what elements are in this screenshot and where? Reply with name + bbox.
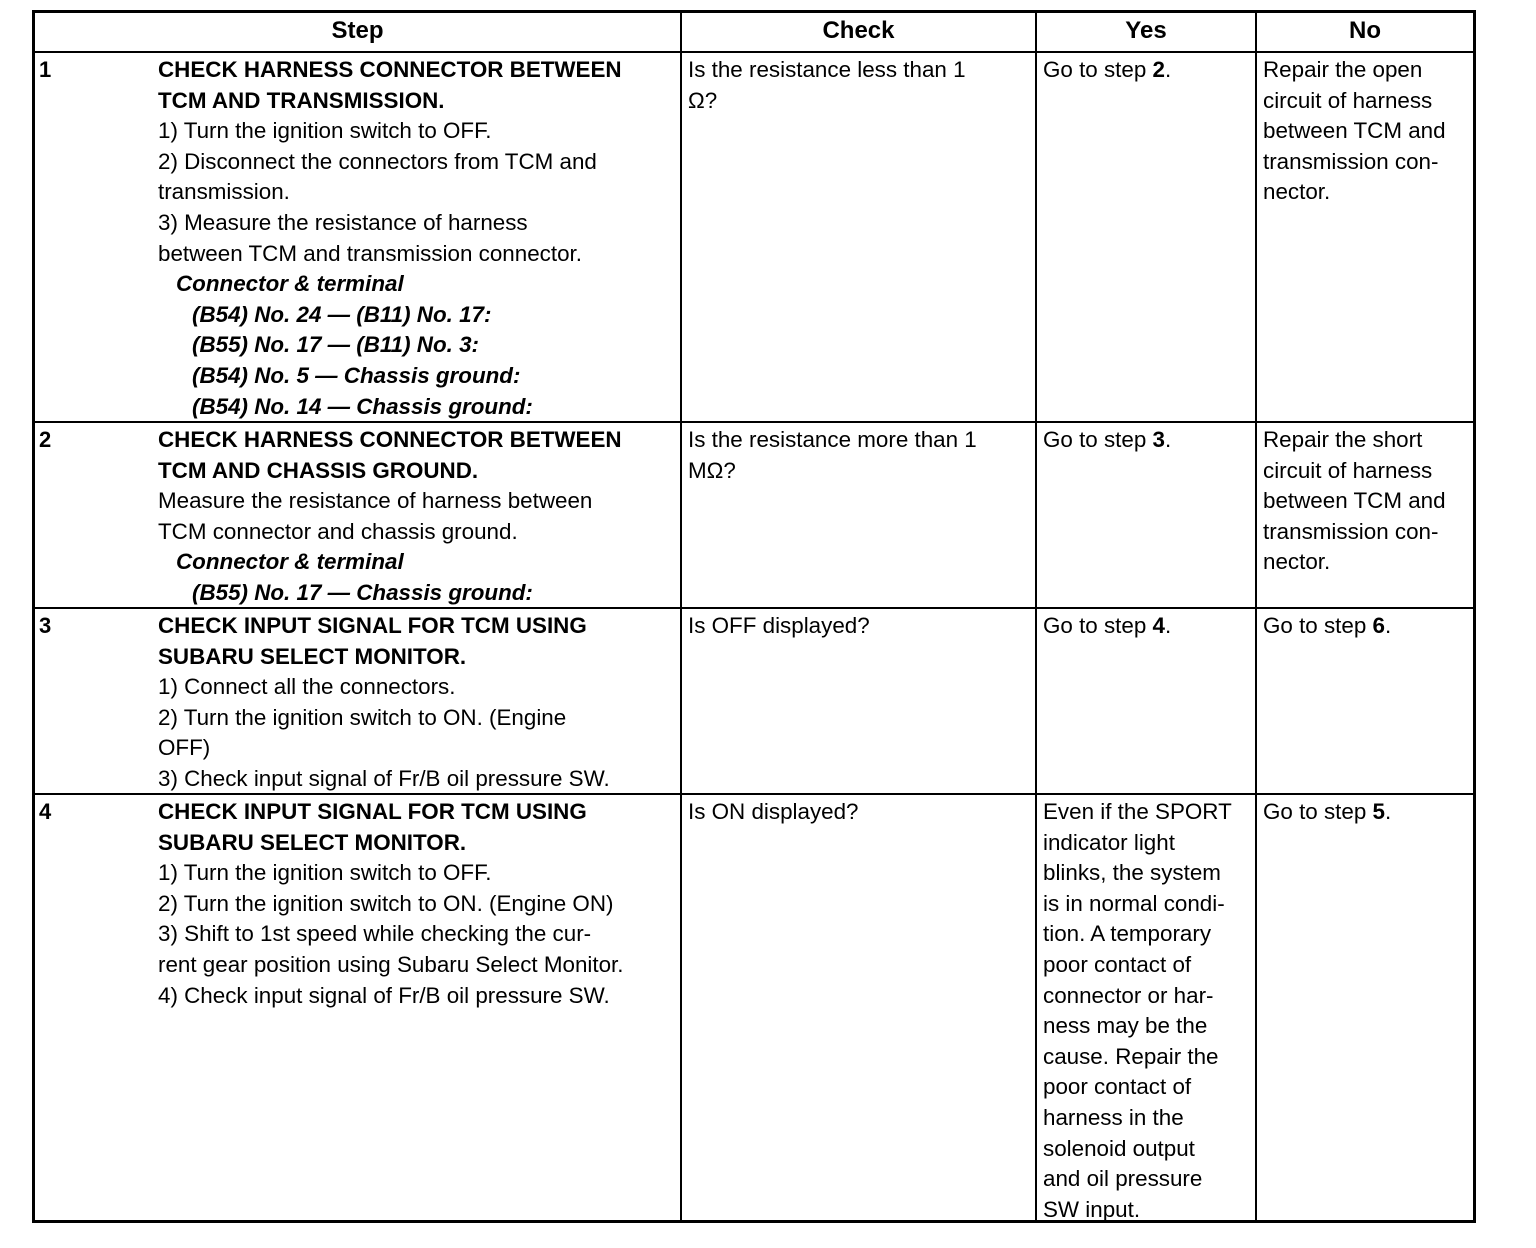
table-header-row <box>35 13 1473 53</box>
step-cell <box>35 609 680 793</box>
no-line: between TCM and <box>1263 118 1446 144</box>
step-content <box>158 55 678 422</box>
yes-line: and oil pressure <box>1043 1166 1203 1192</box>
step-title-line: CHECK INPUT SIGNAL FOR TCM USING <box>158 613 587 638</box>
yes-cell <box>1035 609 1255 793</box>
check-line: MΩ? <box>688 457 736 483</box>
no-line: between TCM and <box>1263 488 1446 514</box>
instruction-line: 1) Turn the ignition switch to OFF. <box>158 118 492 144</box>
instruction-line: 3) Measure the resistance of harness <box>158 209 528 235</box>
no-line: transmission con- <box>1263 148 1439 174</box>
connector-terminal-label: Connector & terminal <box>176 271 404 297</box>
instruction-line: 2) Turn the ignition switch to ON. (Engine <box>158 704 567 730</box>
step-number: 2 <box>39 427 52 452</box>
step-cell <box>35 53 680 421</box>
yes-line: ness may be the <box>1043 1013 1208 1039</box>
step-title-line: CHECK INPUT SIGNAL FOR TCM USING <box>158 799 587 824</box>
table-row <box>35 423 1473 609</box>
instruction-line: 2) Turn the ignition switch to ON. (Engine ON) <box>158 890 614 916</box>
instruction-line: TCM connector and chassis ground. <box>158 518 518 544</box>
yes-line: poor contact of <box>1043 951 1192 977</box>
step-number: 4 <box>39 799 52 824</box>
instruction-line: Measure the resistance of harness between <box>158 488 593 514</box>
yes-line: SW input. <box>1043 1196 1141 1222</box>
instruction-line: 3) Check input signal of Fr/B oil pressure SW. <box>158 765 610 791</box>
no-line: Repair the short <box>1263 427 1423 452</box>
instruction-line: transmission. <box>158 179 290 205</box>
check-cell <box>680 423 1035 607</box>
connector-terminal-label: Connector & terminal <box>176 549 404 575</box>
header-check: Check <box>680 13 1035 51</box>
no-step-ref: 6 <box>1372 613 1385 638</box>
no-line: nector. <box>1263 179 1331 205</box>
no-line: Repair the open <box>1263 57 1423 82</box>
header-yes: Yes <box>1035 13 1255 51</box>
instruction-line: between TCM and transmission connector. <box>158 240 582 266</box>
no-cell <box>1255 53 1473 421</box>
instruction-line: 3) Shift to 1st speed while checking the cur- <box>158 921 592 947</box>
check-line: Is the resistance less than 1 <box>688 57 966 82</box>
yes-line: solenoid output <box>1043 1135 1195 1161</box>
step-number: 3 <box>39 613 52 638</box>
check-line: Is ON displayed? <box>688 799 859 824</box>
yes-cell <box>1035 423 1255 607</box>
step-title-line: SUBARU SELECT MONITOR. <box>158 829 467 855</box>
yes-cell <box>1035 795 1255 1220</box>
instruction-line: 1) Connect all the connectors. <box>158 674 456 700</box>
yes-line: Even if the SPORT <box>1043 799 1232 824</box>
header-no: No <box>1255 13 1473 51</box>
terminal-spec: (B54) No. 24 — (B11) No. 17: <box>192 301 492 327</box>
no-step-ref: 5 <box>1372 799 1385 824</box>
yes-text: Go to step 4. <box>1043 613 1172 638</box>
yes-line: blinks, the system <box>1043 860 1221 886</box>
table-row <box>35 609 1473 795</box>
no-text: Go to step 6. <box>1263 613 1392 638</box>
no-cell <box>1255 795 1473 1220</box>
yes-line: cause. Repair the <box>1043 1043 1219 1069</box>
no-line: transmission con- <box>1263 518 1439 544</box>
yes-text: Go to step 3. <box>1043 427 1172 452</box>
table-row <box>35 53 1473 423</box>
header-step: Step <box>331 17 384 44</box>
yes-step-ref: 3 <box>1152 427 1165 452</box>
instruction-line: OFF) <box>158 735 211 761</box>
no-line: circuit of harness <box>1263 457 1433 483</box>
no-line: nector. <box>1263 549 1331 575</box>
yes-step-ref: 4 <box>1152 613 1165 638</box>
no-cell <box>1255 423 1473 607</box>
check-cell <box>680 53 1035 421</box>
terminal-spec: (B54) No. 14 — Chassis ground: <box>192 393 533 419</box>
terminal-spec: (B54) No. 5 — Chassis ground: <box>192 362 521 388</box>
instruction-line: 4) Check input signal of Fr/B oil pressure SW. <box>158 982 610 1008</box>
step-content <box>158 797 678 1011</box>
check-cell <box>680 609 1035 793</box>
yes-line: harness in the <box>1043 1104 1184 1130</box>
instruction-line: 1) Turn the ignition switch to OFF. <box>158 860 492 886</box>
step-cell <box>35 423 680 607</box>
step-title-line: SUBARU SELECT MONITOR. <box>158 643 467 669</box>
terminal-spec: (B55) No. 17 — (B11) No. 3: <box>192 332 479 358</box>
yes-line: connector or har- <box>1043 982 1214 1008</box>
yes-line: indicator light <box>1043 829 1175 855</box>
yes-line: poor contact of <box>1043 1074 1192 1100</box>
step-number: 1 <box>39 57 52 82</box>
yes-line: is in normal condi- <box>1043 890 1225 916</box>
check-line: Is OFF displayed? <box>688 613 870 638</box>
step-content <box>158 611 678 795</box>
yes-step-ref: 2 <box>1152 57 1165 82</box>
check-line: Is the resistance more than 1 <box>688 427 977 452</box>
no-line: circuit of harness <box>1263 87 1433 113</box>
check-line: Ω? <box>688 87 718 113</box>
step-content <box>158 425 678 609</box>
check-cell <box>680 795 1035 1220</box>
instruction-line: 2) Disconnect the connectors from TCM and <box>158 148 597 174</box>
step-title-line: CHECK HARNESS CONNECTOR BETWEEN <box>158 57 622 82</box>
instruction-line: rent gear position using Subaru Select Monitor. <box>158 951 624 977</box>
step-cell <box>35 795 680 1220</box>
table-row <box>35 795 1473 1220</box>
troubleshooting-table <box>32 10 1476 1223</box>
step-title-line: TCM AND CHASSIS GROUND. <box>158 457 479 483</box>
no-cell <box>1255 609 1473 793</box>
no-text: Go to step 5. <box>1263 799 1392 824</box>
terminal-spec: (B55) No. 17 — Chassis ground: <box>192 579 533 605</box>
yes-text: Go to step 2. <box>1043 57 1172 82</box>
yes-cell <box>1035 53 1255 421</box>
step-title-line: CHECK HARNESS CONNECTOR BETWEEN <box>158 427 622 452</box>
yes-line: tion. A temporary <box>1043 921 1212 947</box>
step-title-line: TCM AND TRANSMISSION. <box>158 87 445 113</box>
